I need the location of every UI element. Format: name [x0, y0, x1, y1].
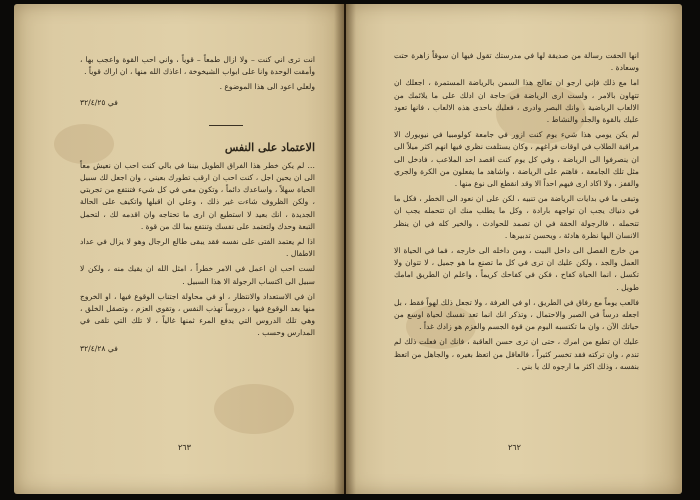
date-line: في ٣٢/٤/٢٥ [80, 97, 118, 107]
book-gutter [334, 4, 356, 494]
right-page-text [394, 50, 639, 376]
date-line: في ٣٢/٤/٢٨ [80, 343, 118, 353]
page-number: ٢٦٣ [178, 443, 191, 452]
paragraph: عليك ان تطيع من امرك ، حتى ان ترى حسن العاقبة ، فانك ان فعلت ذلك لم تندم ، وان تركته فقد تخسر كثيراً ، فالعاقل من اتعظ بغيره ، والجاهل من اتعظ بنفسه ، وذلك اكثر ما ارجوه لك يا بني . [394, 337, 639, 371]
paragraph: اذا لم يعتمد الفتى على نفسه فقد يبقى طالع الرجال وهو لا يزال في عداد الاطفال . [80, 237, 315, 259]
page-number: ٢٦٢ [508, 443, 521, 452]
paragraph: انت ترى اني كنت – ولا ازال طمعاً – قوياً ، واني احب القوة واعجب بها ، وأمقت الوحدة وانا على ابواب الشيخوخة ، اعاذك الله منها ، ان اراك قوياً . [80, 55, 315, 77]
left-page [14, 4, 344, 494]
paragraph: ولعلي اعود الى هذا الموضوع . [219, 82, 315, 92]
paragraph: وتبقى ما في بدايات الرياضة من تنبيه ، لكن على ان نعود الى الخطر ، فكل ما في دنياك يجب ان تواجهه بارادة ، وكل ما يطلب منك ان تتحمله يجب ان تتحمله ، فالرجولة الحقة في ان تصمد للحوادث ، والخير كله في ان ينظر الانسان اليها نظرة هادئة ، ويحسن تدبيرها . [394, 194, 639, 240]
right-page [346, 4, 682, 494]
paragraph: لم يكن يومي هذا شيء يوم كنت ازور في جامعة كولومبيا في نيويورك الا مراقبة الطلاب في اوقات فراغهم ، وكان يستلفت نظري فيها انهم اكثر ميلاً الى ان ينصرفوا الى الرياضة ، وفي كل يوم كنت اقصد احد الملاعب ، فادخل الى مثل تلك الجامعة ، فاهتم على الرياضة ، واشاهد ما يفعلون من الكرة والجري والقفز ، ولا اكاد ارى فيهم احداً الا وقد انقطع الى نوع منها . [394, 130, 639, 189]
left-page-text [80, 54, 315, 355]
section-divider [209, 125, 243, 126]
section-heading: الاعتماد على النفس [224, 140, 315, 154]
paragraph: انها الحقت رسالة من صديقة لها في مدرستك تقول فيها ان سوقاً زاهرة حتت وسعادة . [394, 51, 639, 73]
paragraph: من خارج الفصل الى داخل البيت ، ومن داخله الى خارجه ، فما في الحياة الا العمل والجد ، ولكن عليك ان ترى في كل ما تصنع ما هو جميل ، لا تتوان ولا تكسل ، انما الحياة كفاح ، فكن في كفاحك كريماً ، واعلم ان الطريق امامك طويل . [394, 246, 639, 292]
paragraph: فالعب يوماً مع رفاق في الطريق ، او في الغرفة ، ولا تجعل ذلك لهواً فقط ، بل اجعله درساً في الصبر والاحتمال ، وتذكر انك انما تعد نفسك لحياة اوسع من حياتك الآن ، وان ما تكتسبه اليوم من قوة الجسم والعزم هو زادك غداً . [394, 297, 639, 332]
paragraph: … لم يكن خطر هذا الفراق الطويل بيننا في بالي كنت احب ان نعيش معاً الى ان يحين اجل ، كنت احب ان ارقب تطورك بعيني ، وان اجعل لك سبيل الحياة سهلاً ، واساعدك دائماً ، وتكون معي في كل شيء فتنتفع من تجربتي ، ولكن الظروف شاءت غير ذلك ، وعلي ان اقبلها واتكيف على الحالة الجديدة ، انك بعيد لا استطيع ان ارى ما تحتاجه وان اقدمه لك ، لتحمل التبعة وحدك ولتعتمد على نفسك وتنتفع بما لك من قوة . [80, 160, 315, 231]
open-book [8, 4, 692, 494]
paragraph: اما مع ذلك فإني ارجو ان تعالج هذا السمن بالرياضة المستمرة ، اجعلك ان تتهاون بالامر ، ولست ارى الرياضة في حاجة ان ادلك على ما يلائمك من الالعاب الرياضية ، وانك البصر وادرى ، فعليك باحدى هذه الالعاب ، فانها تعود عليك بالقوة والجلد والنشاط . [394, 78, 639, 125]
paragraph: ان في الاستعداد والانتظار ، او في محاولة اجتناب الوقوع فيها ، او الخروج منها بعد الوقوع فيها ، دروساً تهذب النفس ، وتقوي العزم ، وتصقل الخلق ، وهي تلك الدروس التي يدفع المرء ثمنها غالياً ، لا تلك التي تلقى في المدارس وحسب . [80, 291, 315, 338]
paragraph: لست احب ان اعمل في الامر خطراً ، امثل الله ان يقيك منه ، ولكن لا سبيل الى اكتساب الرجولة الا هذا السبيل . [80, 264, 315, 286]
